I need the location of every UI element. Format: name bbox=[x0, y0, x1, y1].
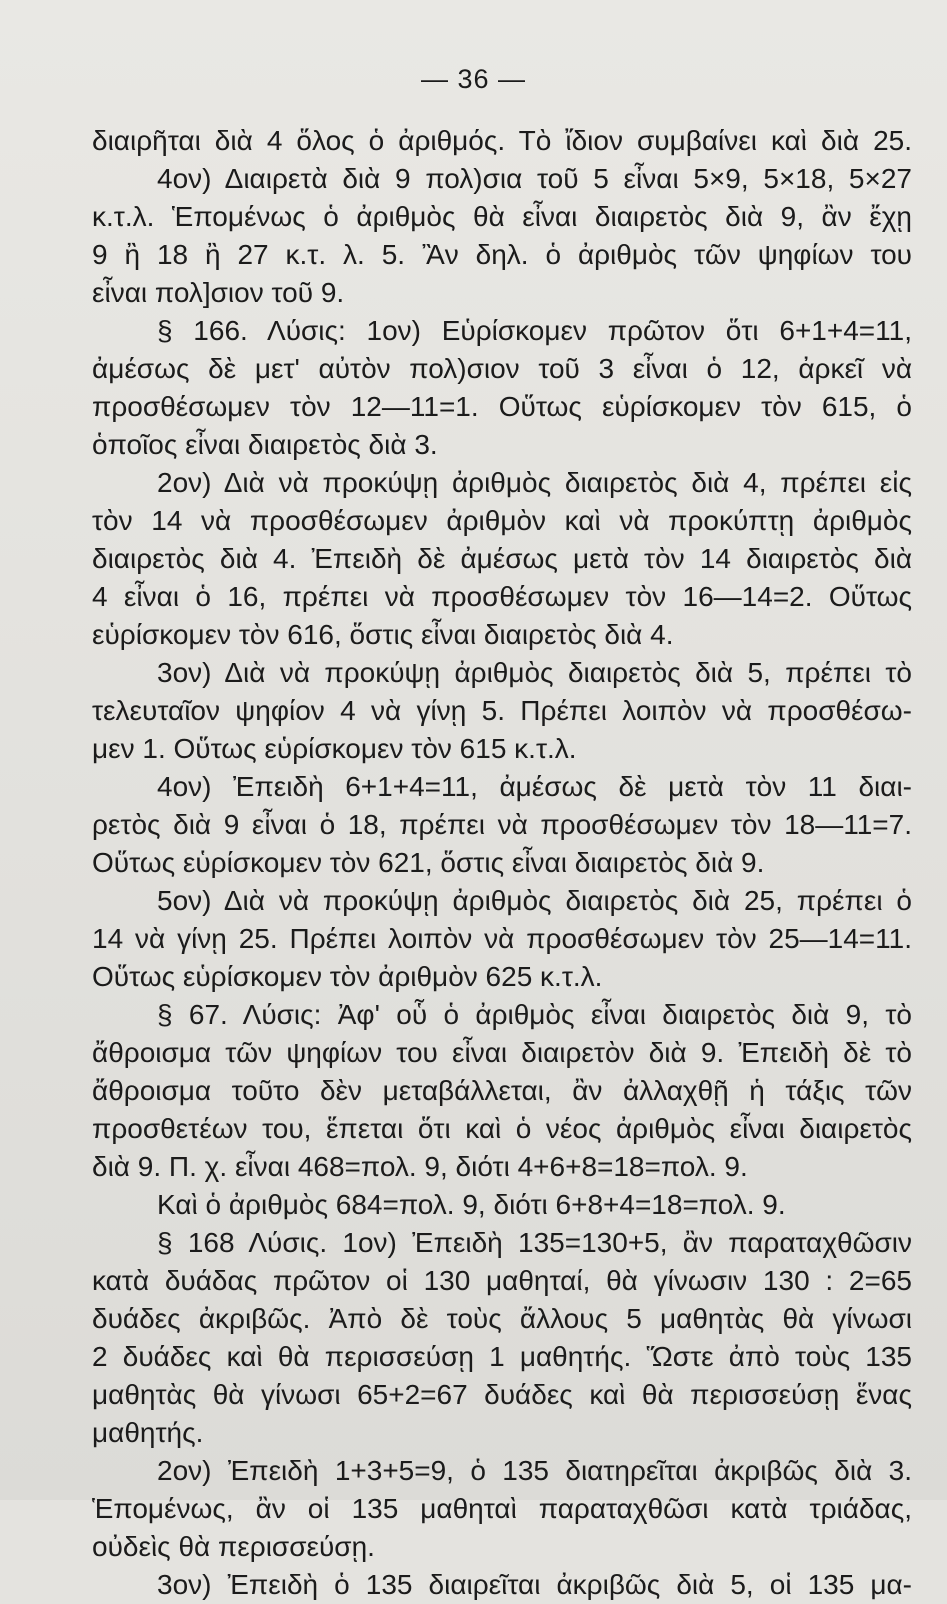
text-line: μαθητὰς θὰ γίνωσι 65+2=67 δυάδες καὶ θὰ περισσεύσῃ ἕνας bbox=[92, 1379, 912, 1410]
text-line: ρετὸς διὰ 9 εἶναι ὁ 18, πρέπει νὰ προσθέσωμεν τὸν 18—11=7. bbox=[92, 809, 912, 840]
text-line: 2 δυάδες καὶ θὰ περισσεύσῃ 1 μαθητής. Ὥστε ἀπὸ τοὺς 135 bbox=[92, 1341, 912, 1372]
text-line: 9 ἢ 18 ἢ 27 κ.τ. λ. 5. Ἂν δηλ. ὁ ἀριθμὸς τῶν ψηφίων του bbox=[92, 239, 912, 270]
text-line: 14 νὰ γίνῃ 25. Πρέπει λοιπὸν νὰ προσθέσωμεν τὸν 25—14=11. bbox=[92, 923, 912, 954]
text-line: προσθετέων του, ἕπεται ὅτι καὶ ὁ νέος ἀριθμὸς εἶναι διαιρετὸς bbox=[92, 1113, 912, 1144]
text-line: Ἑπομένως, ἂν οἱ 135 μαθηταὶ παραταχθῶσι κατὰ τριάδας, bbox=[92, 1493, 912, 1524]
section-heading-line: § 67. Λύσις: Ἀφ' οὗ ὁ ἀριθμὸς εἶναι διαιρετὸς διὰ 9, τὸ bbox=[157, 999, 912, 1030]
text-line: 2ον) Διὰ νὰ προκύψῃ ἀριθμὸς διαιρετὸς διὰ 4, πρέπει εἰς bbox=[157, 467, 912, 498]
text-line: κ.τ.λ. Ἑπομένως ὁ ἀριθμὸς θὰ εἶναι διαιρετὸς διὰ 9, ἂν ἔχῃ bbox=[92, 201, 912, 232]
text-line: τὸν 14 νὰ προσθέσωμεν ἀριθμὸν καὶ νὰ προκύπτῃ ἀριθμὸς bbox=[92, 505, 912, 536]
section-heading-line: § 166. Λύσις: 1ον) Εὑρίσκομεν πρῶτον ὅτι 6+1+4=11, bbox=[157, 315, 912, 346]
text-line: μαθητής. bbox=[92, 1417, 204, 1448]
text-line: ἄθροισμα τῶν ψηφίων του εἶναι διαιρετὸν διὰ 9. Ἐπειδὴ δὲ τὸ bbox=[92, 1037, 912, 1068]
text-line: 4ον) Ἐπειδὴ 6+1+4=11, ἀμέσως δὲ μετὰ τὸν 11 διαι- bbox=[157, 771, 912, 802]
text-line: 5ον) Διὰ νὰ προκύψῃ ἀριθμὸς διαιρετὸς διὰ 25, πρέπει ὁ bbox=[157, 885, 912, 916]
text-line: 4 εἶναι ὁ 16, πρέπει νὰ προσθέσωμεν τὸν 16—14=2. Οὕτως bbox=[92, 581, 912, 612]
text-line: διαιρῆται διὰ 4 ὅλος ὁ ἀριθμός. Τὸ ἴδιον συμβαίνει καὶ διὰ 25. bbox=[92, 125, 912, 156]
text-line: 3ον) Διὰ νὰ προκύψῃ ἀριθμὸς διαιρετὸς διὰ 5, πρέπει τὸ bbox=[157, 657, 912, 688]
text-line: ἄθροισμα τοῦτο δὲν μεταβάλλεται, ἂν ἀλλαχθῇ ἡ τάξις τῶν bbox=[92, 1075, 912, 1106]
text-line: τελευταῖον ψηφίον 4 νὰ γίνῃ 5. Πρέπει λοιπὸν νὰ προσθέσω- bbox=[92, 695, 912, 726]
text-line: εἶναι πολ]σιον τοῦ 9. bbox=[92, 277, 345, 308]
text-line: μεν 1. Οὕτως εὑρίσκομεν τὸν 615 κ.τ.λ. bbox=[92, 733, 577, 764]
text-line: ἀμέσως δὲ μετ' αὐτὸν πολ)σιον τοῦ 3 εἶναι ὁ 12, ἀρκεῖ νὰ bbox=[92, 353, 912, 384]
text-line: Οὕτως εὑρίσκομεν τὸν ἀριθμὸν 625 κ.τ.λ. bbox=[92, 961, 603, 992]
text-line: 3ον) Ἐπειδὴ ὁ 135 διαιρεῖται ἀκριβῶς διὰ 5, οἱ 135 μα- bbox=[157, 1569, 912, 1600]
text-line: εὑρίσκομεν τὸν 616, ὅστις εἶναι διαιρετὸς διὰ 4. bbox=[92, 619, 674, 650]
page-number: — 36 — bbox=[420, 64, 527, 94]
text-line: δυάδες ἀκριβῶς. Ἀπὸ δὲ τοὺς ἄλλους 5 μαθητὰς θὰ γίνωσι bbox=[92, 1303, 912, 1334]
text-line: 4ον) Διαιρετὰ διὰ 9 πολ)σια τοῦ 5 εἶναι 5×9, 5×18, 5×27 bbox=[157, 163, 912, 194]
text-line: 2ον) Ἐπειδὴ 1+3+5=9, ὁ 135 διατηρεῖται ἀκριβῶς διὰ 3. bbox=[157, 1455, 912, 1486]
page-body bbox=[92, 122, 912, 1604]
text-line: διὰ 9. Π. χ. εἶναι 468=πολ. 9, διότι 4+6+8=18=πολ. 9. bbox=[92, 1151, 748, 1182]
text-line: Οὕτως εὑρίσκομεν τὸν 621, ὅστις εἶναι διαιρετὸς διὰ 9. bbox=[92, 847, 765, 878]
text-line: διαιρετὸς διὰ 4. Ἐπειδὴ δὲ ἀμέσως μετὰ τὸν 14 διαιρετὸς διὰ bbox=[92, 543, 912, 574]
section-heading-line: § 168 Λύσις. 1ον) Ἐπειδὴ 135=130+5, ἂν παραταχθῶσιν bbox=[157, 1227, 912, 1258]
text-line: κατὰ δυάδας πρῶτον οἱ 130 μαθηταί, θὰ γίνωσιν 130 : 2=65 bbox=[92, 1265, 912, 1296]
text-line: Καὶ ὁ ἀριθμὸς 684=πολ. 9, διότι 6+8+4=18=πολ. 9. bbox=[157, 1189, 786, 1220]
text-line: ὁποῖος εἶναι διαιρετὸς διὰ 3. bbox=[92, 429, 438, 460]
text-line: οὐδεὶς θὰ περισσεύσῃ. bbox=[92, 1531, 375, 1562]
text-line: προσθέσωμεν τὸν 12—11=1. Οὕτως εὑρίσκομεν τὸν 615, ὁ bbox=[92, 391, 912, 422]
